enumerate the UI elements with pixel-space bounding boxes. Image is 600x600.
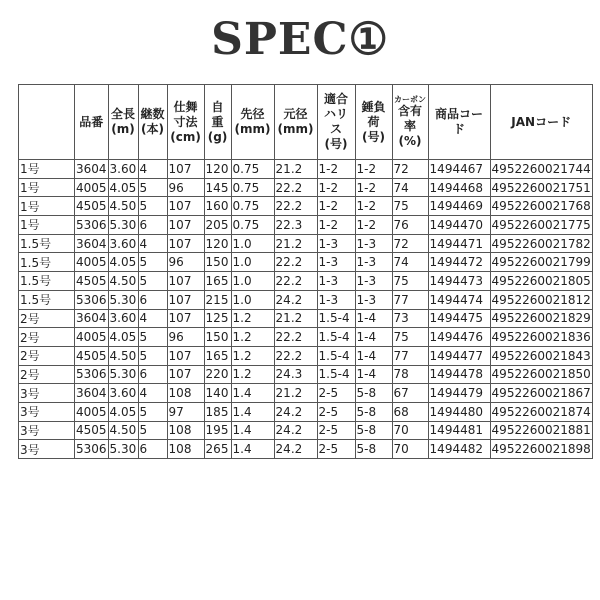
table-row: [19, 272, 593, 291]
table-cell: 4952260021829: [490, 309, 592, 328]
column-header: [317, 85, 355, 160]
table-cell: 4: [138, 234, 167, 253]
column-header-line: (mm): [234, 122, 271, 136]
column-header-line: 商品コー: [435, 107, 484, 121]
table-cell: 1-4: [355, 309, 392, 328]
table-cell: 4005: [75, 178, 109, 197]
table-cell: 4.50: [108, 421, 138, 440]
table-cell: 3号: [19, 384, 75, 403]
table-cell: 120: [204, 234, 231, 253]
table-cell: 1.5号: [19, 290, 75, 309]
column-header-line: ド: [453, 122, 466, 136]
table-row: [19, 253, 593, 272]
table-cell: 72: [392, 234, 428, 253]
table-cell: 96: [167, 178, 204, 197]
table-cell: 3.60: [108, 309, 138, 328]
table-cell: 68: [392, 402, 428, 421]
table-cell: 5-8: [355, 384, 392, 403]
table-cell: 5306: [75, 440, 109, 459]
table-cell: 4952260021843: [490, 346, 592, 365]
table-cell: 145: [204, 178, 231, 197]
table-cell: 73: [392, 309, 428, 328]
table-cell: 76: [392, 216, 428, 235]
table-cell: 108: [167, 384, 204, 403]
column-header-line: 適合: [324, 92, 349, 106]
table-cell: 107: [167, 346, 204, 365]
column-header-line: (本): [141, 122, 165, 136]
table-cell: 1-2: [317, 160, 355, 179]
column-header-line: (%): [398, 134, 422, 148]
table-cell: 3604: [75, 384, 109, 403]
table-cell: 1.5号: [19, 253, 75, 272]
column-header: [490, 85, 592, 160]
table-cell: 1号: [19, 160, 75, 179]
column-header: [274, 85, 317, 160]
table-cell: 1494476: [428, 328, 490, 347]
table-cell: 5: [138, 197, 167, 216]
table-cell: 107: [167, 309, 204, 328]
table-cell: 205: [204, 216, 231, 235]
table-cell: 5: [138, 421, 167, 440]
table-cell: 1494473: [428, 272, 490, 291]
table-cell: 1494482: [428, 440, 490, 459]
table-cell: 1.5-4: [317, 328, 355, 347]
table-cell: 0.75: [231, 197, 274, 216]
table-cell: 21.2: [274, 309, 317, 328]
table-cell: 21.2: [274, 384, 317, 403]
table-cell: 2号: [19, 346, 75, 365]
table-cell: 4.05: [108, 178, 138, 197]
table-cell: 5-8: [355, 402, 392, 421]
table-row: [19, 346, 593, 365]
table-cell: 1494467: [428, 160, 490, 179]
table-cell: 1-3: [355, 234, 392, 253]
table-cell: 1-4: [355, 365, 392, 384]
table-cell: 97: [167, 402, 204, 421]
table-cell: 22.2: [274, 197, 317, 216]
table-cell: 21.2: [274, 234, 317, 253]
table-cell: 1.4: [231, 440, 274, 459]
page-title: SPEC①: [211, 14, 389, 65]
column-header-line: 元径: [283, 107, 308, 121]
table-cell: 1.0: [231, 272, 274, 291]
column-header-line: (号): [362, 129, 386, 144]
table-cell: 1.0: [231, 253, 274, 272]
table-cell: 24.2: [274, 402, 317, 421]
table-cell: 107: [167, 160, 204, 179]
table-cell: 5: [138, 253, 167, 272]
table-body: [19, 160, 593, 459]
table-cell: 1.2: [231, 328, 274, 347]
column-header-line: (cm): [170, 129, 201, 144]
table-cell: 1494471: [428, 234, 490, 253]
table-row: [19, 440, 593, 459]
table-cell: 4952260021812: [490, 290, 592, 309]
table-cell: 220: [204, 365, 231, 384]
table-cell: 4952260021898: [490, 440, 592, 459]
column-header-line: (m): [111, 122, 135, 136]
table-cell: 6: [138, 216, 167, 235]
table-cell: 1-2: [317, 197, 355, 216]
table-cell: 1494479: [428, 384, 490, 403]
table-row: [19, 309, 593, 328]
table-row: [19, 402, 593, 421]
table-cell: 107: [167, 197, 204, 216]
column-header: [231, 85, 274, 160]
column-header-line: 寸法: [173, 114, 198, 129]
table-cell: 0.75: [231, 216, 274, 235]
table-cell: 5.30: [108, 216, 138, 235]
table-cell: 3.60: [108, 234, 138, 253]
table-cell: 107: [167, 290, 204, 309]
table-cell: 74: [392, 178, 428, 197]
table-cell: 1-3: [317, 272, 355, 291]
table-cell: 1.2: [231, 309, 274, 328]
table-cell: 3号: [19, 440, 75, 459]
table-cell: 22.2: [274, 346, 317, 365]
table-cell: 1.2: [231, 365, 274, 384]
table-cell: 4952260021744: [490, 160, 592, 179]
table-cell: 1-2: [317, 178, 355, 197]
table-cell: 3.60: [108, 384, 138, 403]
column-header: [355, 85, 392, 160]
table-cell: 3604: [75, 234, 109, 253]
table-cell: 4: [138, 309, 167, 328]
table-cell: 22.2: [274, 272, 317, 291]
table-cell: 0.75: [231, 178, 274, 197]
table-cell: 4505: [75, 421, 109, 440]
column-header-line: 率: [404, 119, 417, 133]
table-cell: 6: [138, 365, 167, 384]
table-cell: 24.3: [274, 365, 317, 384]
table-cell: 108: [167, 440, 204, 459]
table-cell: 1-3: [355, 290, 392, 309]
table-cell: 4.50: [108, 272, 138, 291]
table-cell: 4952260021782: [490, 234, 592, 253]
column-header-line: 自: [211, 99, 224, 114]
column-header: [428, 85, 490, 160]
table-cell: 1号: [19, 178, 75, 197]
column-header-line: 荷: [367, 114, 380, 129]
table-cell: 5-8: [355, 421, 392, 440]
table-row: [19, 216, 593, 235]
table-cell: 22.3: [274, 216, 317, 235]
table-cell: 67: [392, 384, 428, 403]
table-cell: 3.60: [108, 160, 138, 179]
table-cell: 4.05: [108, 402, 138, 421]
table-cell: 2号: [19, 309, 75, 328]
table-cell: 1494472: [428, 253, 490, 272]
table-cell: 1号: [19, 197, 75, 216]
table-cell: 150: [204, 328, 231, 347]
table-cell: 4952260021867: [490, 384, 592, 403]
table-cell: 4952260021768: [490, 197, 592, 216]
table-cell: 77: [392, 290, 428, 309]
table-row: [19, 178, 593, 197]
table-cell: 96: [167, 253, 204, 272]
column-header-line: 先径: [240, 107, 265, 121]
table-cell: 5306: [75, 290, 109, 309]
table-cell: 1-3: [317, 234, 355, 253]
table-row: [19, 197, 593, 216]
table-cell: 4.05: [108, 253, 138, 272]
table-cell: 4: [138, 160, 167, 179]
table-cell: 22.2: [274, 178, 317, 197]
table-cell: 2号: [19, 365, 75, 384]
table-cell: 78: [392, 365, 428, 384]
table-cell: 1-2: [355, 160, 392, 179]
table-cell: 4952260021805: [490, 272, 592, 291]
column-header-note: カーボン: [394, 95, 427, 104]
column-header-line: (号): [324, 137, 348, 151]
table-cell: 70: [392, 421, 428, 440]
table-cell: 108: [167, 421, 204, 440]
table-cell: 72: [392, 160, 428, 179]
column-header-line: 含有: [398, 104, 423, 118]
table-cell: 21.2: [274, 160, 317, 179]
table-cell: 2-5: [317, 402, 355, 421]
table-cell: 1-3: [355, 253, 392, 272]
table-cell: 4952260021836: [490, 328, 592, 347]
table-cell: 215: [204, 290, 231, 309]
column-header-line: ス: [330, 122, 343, 136]
column-header-line: (g): [207, 129, 228, 144]
table-header-row: [19, 85, 593, 160]
table-cell: 1494468: [428, 178, 490, 197]
table-cell: 150: [204, 253, 231, 272]
table-cell: 6: [138, 290, 167, 309]
table-cell: 1-2: [355, 216, 392, 235]
table-cell: 5: [138, 402, 167, 421]
table-cell: 1.0: [231, 290, 274, 309]
table-cell: 1.5-4: [317, 309, 355, 328]
table-cell: 1.4: [231, 384, 274, 403]
table-cell: 4505: [75, 346, 109, 365]
table-cell: 0.75: [231, 160, 274, 179]
table-cell: 22.2: [274, 328, 317, 347]
table-cell: 107: [167, 234, 204, 253]
table-cell: 4952260021799: [490, 253, 592, 272]
table-cell: 1494478: [428, 365, 490, 384]
table-cell: 5.30: [108, 440, 138, 459]
table-cell: 4.50: [108, 197, 138, 216]
table-cell: 4952260021881: [490, 421, 592, 440]
table-cell: 4505: [75, 197, 109, 216]
table-row: [19, 290, 593, 309]
table-cell: 6: [138, 440, 167, 459]
table-cell: 5: [138, 328, 167, 347]
table-cell: 1.2: [231, 346, 274, 365]
column-header: [392, 85, 428, 160]
column-header: [75, 85, 109, 160]
spec-table: [18, 84, 593, 459]
table-cell: 1494469: [428, 197, 490, 216]
table-cell: 5.30: [108, 365, 138, 384]
table-cell: 1-3: [317, 290, 355, 309]
column-header: [167, 85, 204, 160]
table-cell: 22.2: [274, 253, 317, 272]
table-cell: 1-2: [355, 197, 392, 216]
table-cell: 4952260021751: [490, 178, 592, 197]
table-cell: 4505: [75, 272, 109, 291]
table-cell: 4005: [75, 402, 109, 421]
table-row: [19, 365, 593, 384]
table-cell: 1494477: [428, 346, 490, 365]
table-cell: 1-4: [355, 346, 392, 365]
table-cell: 24.2: [274, 440, 317, 459]
table-cell: 107: [167, 365, 204, 384]
table-cell: 24.2: [274, 290, 317, 309]
table-cell: 1号: [19, 216, 75, 235]
table-cell: 4.50: [108, 346, 138, 365]
table-cell: 70: [392, 440, 428, 459]
table-cell: 165: [204, 272, 231, 291]
table-cell: 75: [392, 197, 428, 216]
table-cell: 4005: [75, 253, 109, 272]
table-cell: 1.4: [231, 421, 274, 440]
table-cell: 3号: [19, 421, 75, 440]
table-cell: 2号: [19, 328, 75, 347]
column-header-line: (mm): [277, 122, 314, 136]
table-cell: 2-5: [317, 384, 355, 403]
column-header-line: 品番: [79, 114, 104, 129]
column-header-line: 仕舞: [173, 99, 198, 114]
table-cell: 1.5号: [19, 234, 75, 253]
table-cell: 1.0: [231, 234, 274, 253]
table-cell: 120: [204, 160, 231, 179]
table-cell: 195: [204, 421, 231, 440]
table-cell: 165: [204, 346, 231, 365]
table-cell: 3号: [19, 402, 75, 421]
table-cell: 1-3: [355, 272, 392, 291]
table-cell: 74: [392, 253, 428, 272]
column-header-line: 全長: [111, 107, 136, 121]
table-cell: 24.2: [274, 421, 317, 440]
column-header: [204, 85, 231, 160]
column-header-line: 継数: [140, 107, 165, 121]
column-header-line: 重: [211, 114, 224, 129]
table-cell: 96: [167, 328, 204, 347]
table-cell: 2-5: [317, 421, 355, 440]
table-cell: 5-8: [355, 440, 392, 459]
table-cell: 75: [392, 272, 428, 291]
table-cell: 1494481: [428, 421, 490, 440]
table-cell: 4005: [75, 328, 109, 347]
table-cell: 4.05: [108, 328, 138, 347]
table-cell: 160: [204, 197, 231, 216]
column-header: [108, 85, 138, 160]
table-cell: 107: [167, 216, 204, 235]
table-cell: 5: [138, 272, 167, 291]
table-cell: 265: [204, 440, 231, 459]
table-cell: 1-2: [317, 216, 355, 235]
table-cell: 140: [204, 384, 231, 403]
table-cell: 4952260021850: [490, 365, 592, 384]
table-cell: 4952260021775: [490, 216, 592, 235]
column-header: [138, 85, 167, 160]
table-row: [19, 234, 593, 253]
table-cell: 1-3: [317, 253, 355, 272]
table-cell: 1.4: [231, 402, 274, 421]
table-cell: 1.5号: [19, 272, 75, 291]
column-header-line: ハリ: [324, 107, 349, 121]
table-cell: 1.5-4: [317, 346, 355, 365]
table-cell: 1.5-4: [317, 365, 355, 384]
column-header: [19, 85, 75, 160]
table-cell: 1494480: [428, 402, 490, 421]
table-cell: 3604: [75, 160, 109, 179]
table-cell: 5: [138, 178, 167, 197]
table-cell: 2-5: [317, 440, 355, 459]
column-header-line: 錘負: [361, 99, 386, 114]
table-cell: 107: [167, 272, 204, 291]
table-row: [19, 328, 593, 347]
table-cell: 5306: [75, 216, 109, 235]
table-cell: 4952260021874: [490, 402, 592, 421]
table-cell: 5306: [75, 365, 109, 384]
table-cell: 1-2: [355, 178, 392, 197]
table-cell: 5.30: [108, 290, 138, 309]
table-row: [19, 160, 593, 179]
table-cell: 1494474: [428, 290, 490, 309]
table-cell: 4: [138, 384, 167, 403]
table-cell: 5: [138, 346, 167, 365]
table-cell: 1-4: [355, 328, 392, 347]
table-cell: 1494470: [428, 216, 490, 235]
column-header-line: JANコード: [511, 114, 572, 129]
table-cell: 125: [204, 309, 231, 328]
table-cell: 77: [392, 346, 428, 365]
table-cell: 3604: [75, 309, 109, 328]
table-row: [19, 384, 593, 403]
table-cell: 75: [392, 328, 428, 347]
table-row: [19, 421, 593, 440]
table-cell: 1494475: [428, 309, 490, 328]
table-cell: 185: [204, 402, 231, 421]
